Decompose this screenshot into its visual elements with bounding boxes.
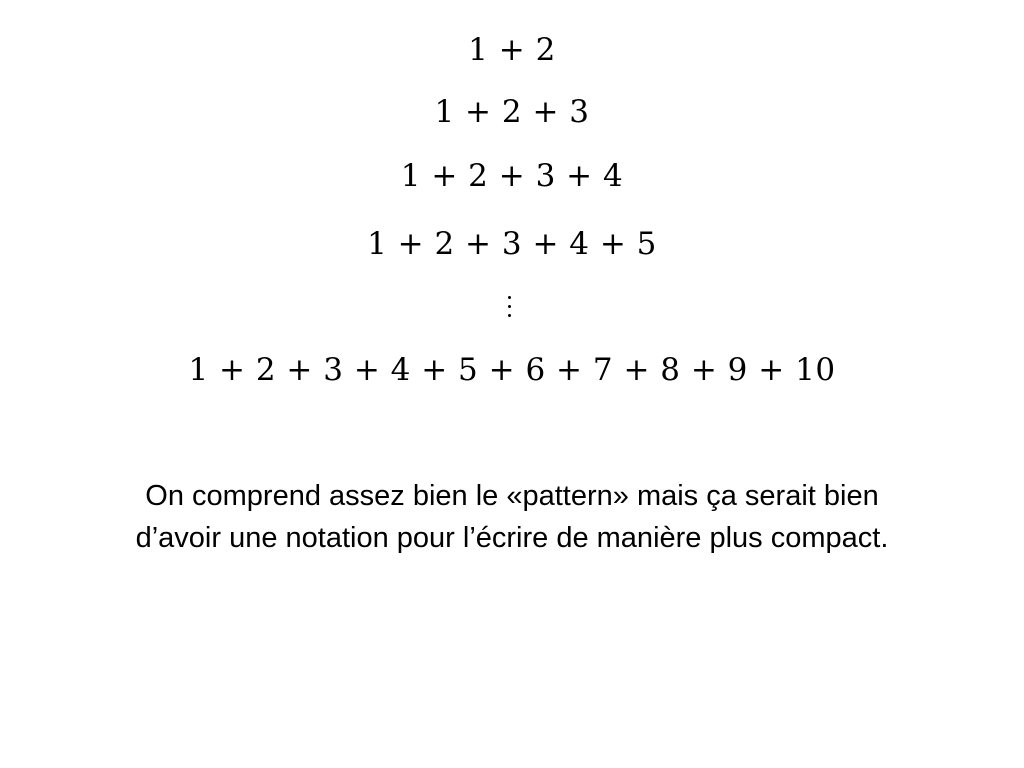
caption-line-1: On comprend assez bien le «pattern» mais ça serait bien (145, 480, 879, 512)
equation-sum-to-10: 1 + 2 + 3 + 4 + 5 + 6 + 7 + 8 + 9 + 10 (188, 352, 836, 388)
equation-sum-to-2: 1 + 2 (468, 32, 556, 68)
equation-sum-to-5: 1 + 2 + 3 + 4 + 5 (367, 226, 657, 262)
equation-sum-to-3: 1 + 2 + 3 (434, 94, 590, 130)
caption-text (0, 475, 1024, 559)
vertical-ellipsis-icon (506, 294, 514, 320)
equation-sum-to-4: 1 + 2 + 3 + 4 (400, 158, 624, 194)
caption-line-2: d’avoir une notation pour l’écrire de manière plus compact. (135, 522, 889, 554)
